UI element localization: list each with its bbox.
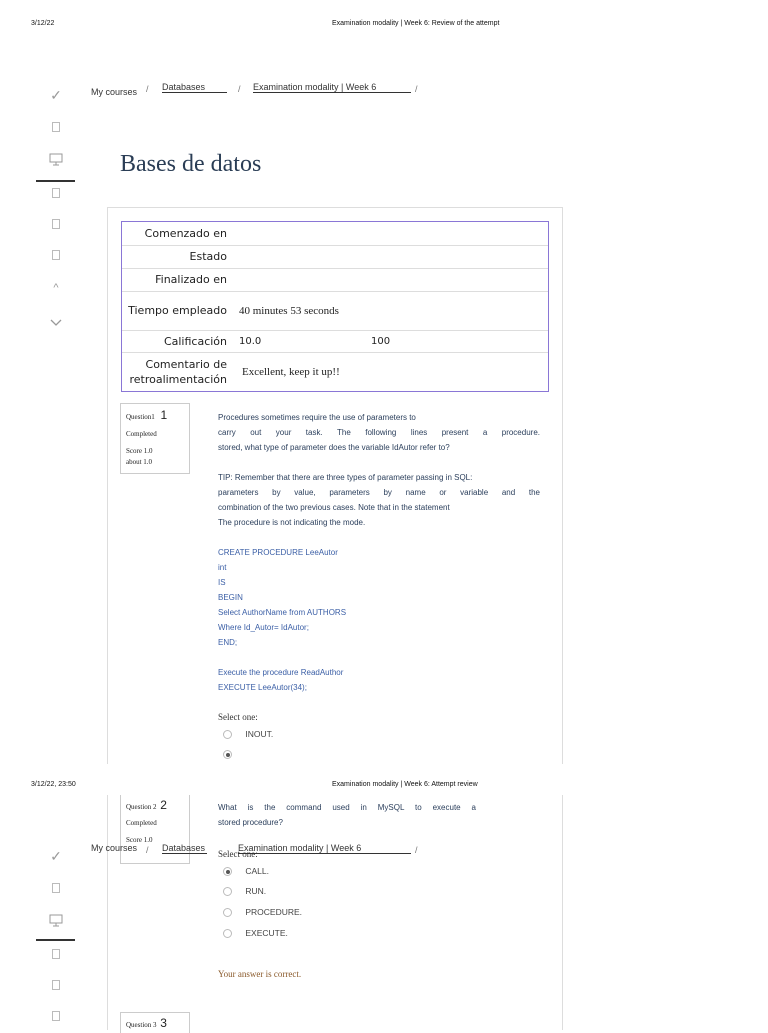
square-icon[interactable]	[49, 122, 63, 135]
text-line: TIP: Remember that there are three types of parameter passing in SQL:	[218, 473, 473, 482]
answer-option[interactable]	[223, 907, 302, 917]
question-score: Score 1.0	[126, 447, 153, 455]
sidebar-active-item[interactable]	[36, 911, 75, 941]
radio-button-selected[interactable]	[223, 867, 232, 876]
question-number: 1	[160, 408, 168, 422]
question-label: Question 2	[126, 803, 157, 811]
breadcrumb-separator: /	[146, 84, 149, 94]
breadcrumb-separator: /	[238, 84, 241, 94]
question-status: Completed	[126, 819, 157, 827]
feedback-correct: Your answer is correct.	[218, 969, 302, 979]
code-line: Where Id_Autor= IdAutor;	[218, 623, 309, 632]
check-icon[interactable]: ✓	[50, 848, 62, 864]
question-info	[120, 403, 190, 474]
answer-option[interactable]	[223, 886, 266, 896]
summary-row	[122, 291, 548, 330]
breadcrumb-my-courses[interactable]: My courses	[91, 843, 138, 853]
summary-value	[233, 245, 365, 268]
question-number: 3	[160, 1016, 167, 1030]
square-icon[interactable]	[49, 980, 63, 993]
radio-button-selected[interactable]	[223, 750, 232, 759]
code-line: BEGIN	[218, 593, 243, 602]
attempt-summary	[121, 221, 549, 392]
question-info	[120, 1012, 190, 1033]
breadcrumb-databases[interactable]: Databases	[162, 82, 227, 93]
option-label: CALL.	[245, 866, 269, 876]
print-date: 3/12/22	[31, 20, 55, 27]
chevron-down-icon[interactable]	[50, 314, 62, 332]
breadcrumb-databases[interactable]: Databases	[162, 843, 206, 853]
summary-row	[122, 222, 548, 245]
question-score: Score 1.0	[126, 836, 153, 844]
square-icon[interactable]	[49, 250, 63, 263]
question-number: 2	[160, 798, 167, 812]
text-line	[218, 650, 540, 665]
code-line: EXECUTE LeeAutor(34);	[218, 683, 307, 692]
radio-button[interactable]	[223, 730, 232, 739]
summary-row	[122, 330, 548, 352]
question-text	[218, 410, 540, 695]
summary-row	[122, 268, 548, 291]
code-line: Execute the procedure ReadAuthor	[218, 668, 344, 677]
breadcrumb-separator: /	[146, 845, 149, 855]
answer-option[interactable]	[223, 749, 243, 759]
print-date: 3/12/22, 23:50	[31, 781, 76, 788]
print-title: Examination modality | Week 6: Attempt review	[332, 781, 478, 788]
option-label: PROCEDURE.	[245, 907, 303, 917]
summary-row	[122, 352, 548, 391]
summary-row	[122, 245, 548, 268]
text-line: What is the command used in MySQL to execute a	[218, 803, 476, 812]
summary-value	[233, 268, 365, 291]
square-icon[interactable]	[49, 1011, 63, 1024]
summary-label: Tiempo empleado	[122, 291, 233, 330]
summary-label: Finalizado en	[122, 268, 233, 291]
text-line	[218, 455, 540, 470]
radio-button[interactable]	[223, 908, 232, 917]
code-line: CREATE PROCEDURE LeeAutor	[218, 548, 338, 557]
question-text	[218, 800, 476, 830]
code-line: END;	[218, 638, 238, 647]
breadcrumb-my-courses[interactable]: My courses	[91, 87, 138, 97]
radio-button[interactable]	[223, 929, 232, 938]
print-title: Examination modality | Week 6: Review of the attempt	[332, 20, 500, 27]
question-label: Question 3	[126, 1021, 157, 1029]
breadcrumb-exam-modality[interactable]: Examination modality | Week 6	[253, 82, 411, 93]
summary-table	[122, 222, 548, 391]
text-line: combination of the two previous cases. Note that in the statement	[218, 503, 450, 512]
breadcrumb	[91, 82, 137, 100]
code-line: int	[218, 563, 227, 572]
monitor-icon	[49, 914, 63, 927]
code-line: IS	[218, 578, 226, 587]
select-one-label: Select one:	[218, 849, 258, 859]
text-line: carry out your task. The following lines present a procedure.	[218, 428, 540, 437]
page-title: Bases de datos	[120, 151, 262, 177]
answer-option[interactable]	[223, 729, 273, 739]
breadcrumb-separator: /	[415, 845, 418, 855]
question-label: Question1	[126, 413, 155, 421]
summary-label: Comentario de retroalimentación	[122, 352, 233, 391]
square-icon[interactable]	[49, 188, 63, 201]
summary-value: Excellent, keep it up!!	[233, 352, 548, 391]
summary-label: Calificación	[122, 330, 233, 352]
summary-label: Comenzado en	[144, 226, 227, 240]
grade-value: 10.0	[233, 330, 365, 352]
text-line: parameters by value, parameters by name or variable and the	[218, 488, 540, 497]
sidebar-active-item[interactable]	[36, 150, 75, 182]
grade-max: 100	[365, 330, 548, 352]
breadcrumb-separator: /	[415, 84, 418, 94]
option-label: INOUT.	[245, 729, 274, 739]
text-line: stored, what type of parameter does the variable IdAutor refer to?	[218, 443, 450, 452]
check-icon[interactable]: ✓	[50, 87, 62, 103]
breadcrumb-exam-modality[interactable]: Examination modality | Week 6	[238, 843, 411, 854]
code-line: Select AuthorName from AUTHORS	[218, 608, 347, 617]
answer-option[interactable]	[223, 866, 269, 876]
summary-value: 40 minutes 53 seconds	[233, 291, 548, 330]
chevron-up-icon[interactable]: ^	[53, 282, 59, 294]
text-line: The procedure is not indicating the mode.	[218, 518, 366, 527]
text-line: stored procedure?	[218, 818, 283, 827]
answer-option[interactable]	[223, 928, 288, 938]
summary-label: Estado	[122, 245, 233, 268]
summary-value	[233, 222, 365, 245]
square-icon[interactable]	[49, 883, 63, 896]
text-line	[218, 530, 540, 545]
option-label: EXECUTE.	[245, 928, 288, 938]
radio-button[interactable]	[223, 887, 232, 896]
text-line: Procedures sometimes require the use of parameters to	[218, 413, 416, 422]
square-icon[interactable]	[49, 219, 63, 232]
question-max: about 1.0	[126, 458, 153, 466]
question-status: Completed	[126, 430, 157, 438]
monitor-icon	[49, 153, 63, 166]
select-one-label: Select one:	[218, 712, 258, 722]
option-label: RUN.	[245, 886, 267, 896]
square-icon[interactable]	[49, 949, 63, 962]
